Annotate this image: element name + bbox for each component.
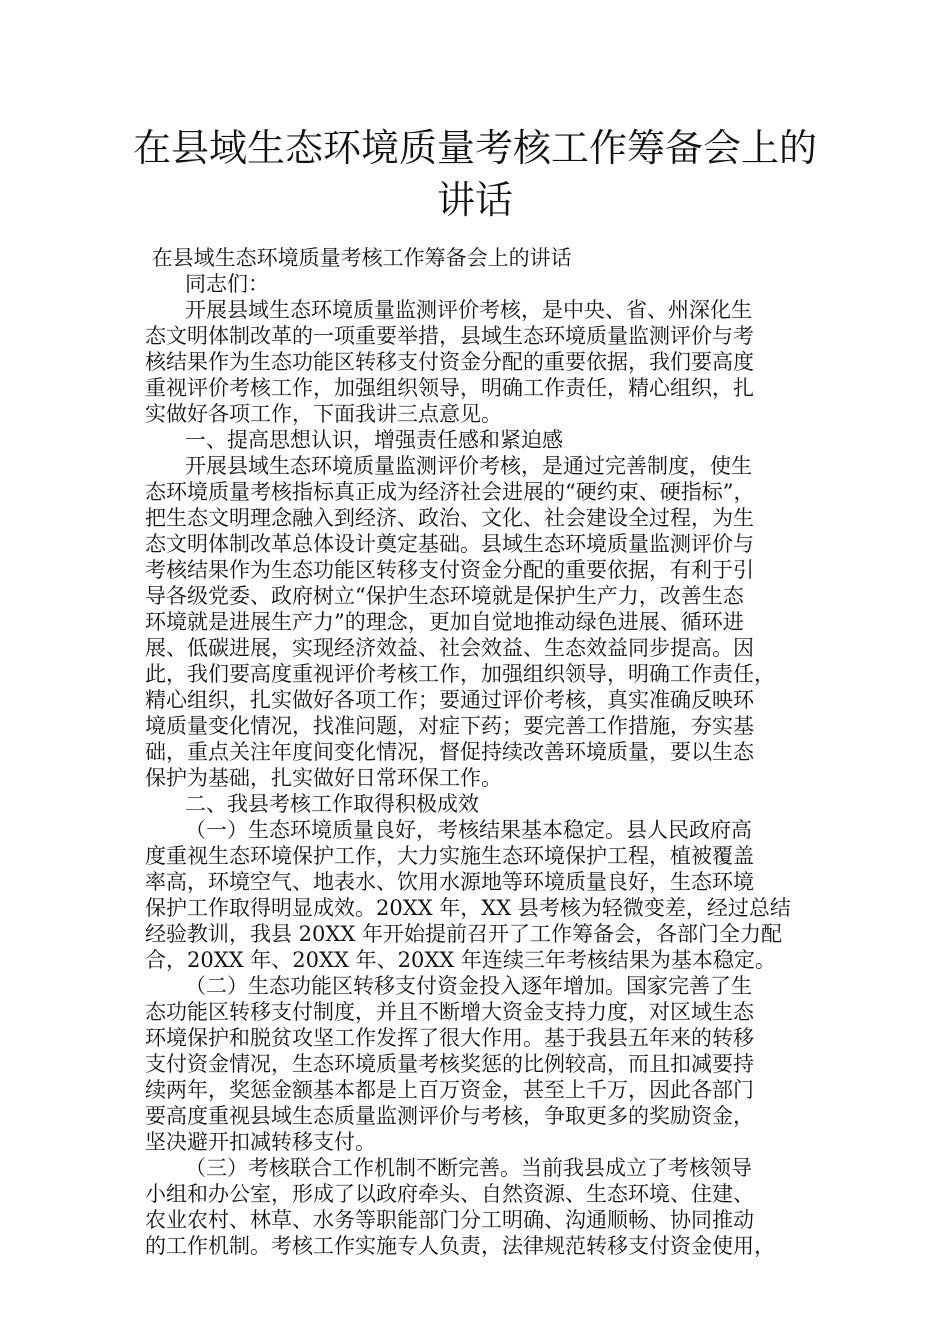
title-line-2: 讲话 <box>436 178 513 222</box>
body-line: 把生态文明理念融入到经济、政治、文化、社会建设全过程，为生 <box>145 506 754 530</box>
document-body <box>145 245 825 1259</box>
body-line: 同志们： <box>145 272 270 296</box>
body-line: 态文明体制改革的一项重要举措，县域生态环境质量监测评价与考 <box>145 324 754 348</box>
body-line: （一）生态环境质量良好，考核结果基本稳定。县人民政府高 <box>145 818 753 842</box>
body-line: 保护为基础，扎实做好日常环保工作。 <box>145 766 502 790</box>
body-line: 境质量变化情况，找准问题，对症下药；要完善工作措施，夯实基 <box>145 714 754 738</box>
body-line: 开展县域生态环境质量监测评价考核，是中央、省、州深化生 <box>145 298 753 322</box>
body-line: 小组和办公室，形成了以政府牵头、自然资源、生态环境、住建、 <box>145 1182 754 1206</box>
body-line: 精心组织，扎实做好各项工作；要通过评价考核，真实准确反映环 <box>145 688 754 712</box>
body-line: 农业农村、林草、水务等职能部门分工明确、沟通顺畅、协同推动 <box>145 1208 754 1232</box>
body-line: 坚决避开扣减转移支付。 <box>145 1130 376 1154</box>
body-line: 支付资金情况，生态环境质量考核奖惩的比例较高，而且扣减要持 <box>145 1052 754 1076</box>
body-line: 态功能区转移支付制度，并且不断增大资金支持力度，对区域生态 <box>145 1000 754 1024</box>
title-line-1: 在县域生态环境质量考核工作筹备会上的 <box>132 126 817 170</box>
body-line: 重视评价考核工作，加强组织领导，明确工作责任，精心组织，扎 <box>145 376 754 400</box>
body-line: 态文明体制改革总体设计奠定基础。县域生态环境质量监测评价与 <box>145 532 754 556</box>
body-line: 础，重点关注年度间变化情况，督促持续改善环境质量，要以生态 <box>145 740 754 764</box>
body-line: 展、低碳进展，实现经济效益、社会效益、生态效益同步提高。因 <box>145 636 754 660</box>
body-line: 态环境质量考核指标真正成为经济社会进展的“硬约束、硬指标”， <box>145 480 755 504</box>
body-line: 导各级党委、政府树立“保护生态环境就是保护生产力，改善生态 <box>145 584 744 608</box>
body-line: 度重视生态环境保护工作，大力实施生态环境保护工程，植被覆盖 <box>145 844 754 868</box>
body-line: 此，我们要高度重视评价考核工作，加强组织领导，明确工作责任， <box>145 662 775 686</box>
body-line: （二）生态功能区转移支付资金投入逐年增加。国家完善了生 <box>145 974 753 998</box>
body-line: 续两年，奖惩金额基本都是上百万资金，甚至上千万，因此各部门 <box>145 1078 754 1102</box>
body-line: （三）考核联合工作机制不断完善。当前我县成立了考核领导 <box>145 1156 753 1180</box>
body-line: 考核结果作为生态功能区转移支付资金分配的重要依据，有利于引 <box>145 558 754 582</box>
body-line: 在县域生态环境质量考核工作筹备会上的讲话 <box>145 246 572 270</box>
body-line: 保护工作取得明显成效。20XX 年，XX 县考核为轻微变差，经过总结 <box>145 896 791 920</box>
body-line: 开展县域生态环境质量监测评价考核，是通过完善制度，使生 <box>145 454 753 478</box>
body-line: 实做好各项工作，下面我讲三点意见。 <box>145 402 502 426</box>
body-line: 经验教训，我县 20XX 年开始提前召开了工作筹备会，各部门全力配 <box>145 922 782 946</box>
body-line: 环境就是进展生产力”的理念，更加自觉地推动绿色进展、循环进 <box>145 610 744 634</box>
body-line: 率高，环境空气、地表水、饮用水源地等环境质量良好，生态环境 <box>145 870 754 894</box>
body-line: 要高度重视县域生态质量监测评价与考核，争取更多的奖励资金， <box>145 1104 754 1128</box>
body-line: 的工作机制。考核工作实施专人负责，法律规范转移支付资金使用， <box>145 1234 775 1258</box>
document-title <box>0 122 950 226</box>
body-line: 核结果作为生态功能区转移支付资金分配的重要依据，我们要高度 <box>145 350 754 374</box>
body-line: 环境保护和脱贫攻坚工作发挥了很大作用。基于我县五年来的转移 <box>145 1026 754 1050</box>
section-heading: 二、我县考核工作取得积极成效 <box>145 792 480 816</box>
body-line: 合，20XX 年、20XX 年、20XX 年连续三年考核结果为基本稳定。 <box>145 948 776 972</box>
section-heading: 一、提高思想认识，增强责任感和紧迫感 <box>145 428 564 452</box>
